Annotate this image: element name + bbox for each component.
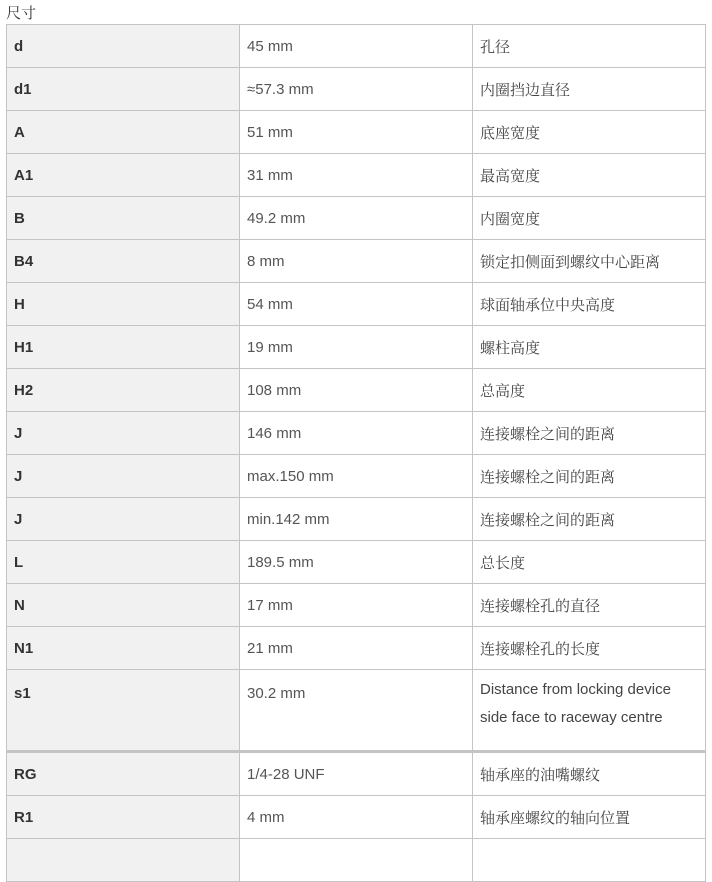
description-cell: Distance from locking device side face to raceway centre	[473, 670, 706, 752]
value-cell: min.142 mm	[240, 498, 473, 541]
value-cell: 21 mm	[240, 627, 473, 670]
symbol-cell: J	[7, 498, 240, 541]
symbol-cell: RG	[7, 752, 240, 796]
value-cell: 45 mm	[240, 25, 473, 68]
description-cell: 内圈宽度	[473, 197, 706, 240]
table-row	[7, 283, 706, 326]
description-cell: 连接螺栓之间的距离	[473, 498, 706, 541]
value-cell	[240, 839, 473, 882]
table-row	[7, 584, 706, 627]
table-row	[7, 369, 706, 412]
table-row	[7, 240, 706, 283]
value-cell: 146 mm	[240, 412, 473, 455]
table-row	[7, 412, 706, 455]
value-cell: max.150 mm	[240, 455, 473, 498]
value-cell: 51 mm	[240, 111, 473, 154]
description-cell: 连接螺栓之间的距离	[473, 412, 706, 455]
table-row	[7, 197, 706, 240]
symbol-cell: d1	[7, 68, 240, 111]
description-cell: 最高宽度	[473, 154, 706, 197]
value-cell: 49.2 mm	[240, 197, 473, 240]
value-cell: 54 mm	[240, 283, 473, 326]
description-cell: 轴承座螺纹的轴向位置	[473, 796, 706, 839]
description-cell: 连接螺栓之间的距离	[473, 455, 706, 498]
table-row	[7, 839, 706, 882]
value-cell: 8 mm	[240, 240, 473, 283]
value-cell: 108 mm	[240, 369, 473, 412]
symbol-cell: s1	[7, 670, 240, 752]
table-caption: 尺寸	[6, 5, 37, 22]
symbol-cell: J	[7, 412, 240, 455]
table-row	[7, 541, 706, 584]
symbol-cell: d	[7, 25, 240, 68]
table-row	[7, 326, 706, 369]
table-row	[7, 111, 706, 154]
symbol-cell: L	[7, 541, 240, 584]
symbol-cell: H	[7, 283, 240, 326]
description-cell: 锁定扣侧面到螺纹中心距离	[473, 240, 706, 283]
symbol-cell: A	[7, 111, 240, 154]
description-cell: 连接螺栓孔的直径	[473, 584, 706, 627]
symbol-cell: A1	[7, 154, 240, 197]
value-cell: 4 mm	[240, 796, 473, 839]
value-cell: 17 mm	[240, 584, 473, 627]
value-cell: 19 mm	[240, 326, 473, 369]
value-cell: 31 mm	[240, 154, 473, 197]
description-cell: 总高度	[473, 369, 706, 412]
symbol-cell: J	[7, 455, 240, 498]
table-row	[7, 455, 706, 498]
table-row	[7, 670, 706, 752]
table-row	[7, 796, 706, 839]
value-cell: 30.2 mm	[240, 670, 473, 752]
symbol-cell: H1	[7, 326, 240, 369]
description-cell: 球面轴承位中央高度	[473, 283, 706, 326]
table-row	[7, 498, 706, 541]
description-cell: 孔径	[473, 25, 706, 68]
table-row	[7, 752, 706, 796]
value-cell: 189.5 mm	[240, 541, 473, 584]
value-cell: 1/4-28 UNF	[240, 752, 473, 796]
dimensions-table	[6, 24, 706, 882]
description-cell: 轴承座的油嘴螺纹	[473, 752, 706, 796]
table-row	[7, 627, 706, 670]
symbol-cell: H2	[7, 369, 240, 412]
table-row	[7, 68, 706, 111]
description-cell: 底座宽度	[473, 111, 706, 154]
description-cell: 连接螺栓孔的长度	[473, 627, 706, 670]
symbol-cell	[7, 839, 240, 882]
symbol-cell: B4	[7, 240, 240, 283]
table-row	[7, 25, 706, 68]
value-cell: ≈57.3 mm	[240, 68, 473, 111]
symbol-cell: B	[7, 197, 240, 240]
symbol-cell: R1	[7, 796, 240, 839]
symbol-cell: N	[7, 584, 240, 627]
symbol-cell: N1	[7, 627, 240, 670]
description-cell: 总长度	[473, 541, 706, 584]
table-row	[7, 154, 706, 197]
description-cell: 螺柱高度	[473, 326, 706, 369]
description-cell: 内圈挡边直径	[473, 68, 706, 111]
description-cell	[473, 839, 706, 882]
